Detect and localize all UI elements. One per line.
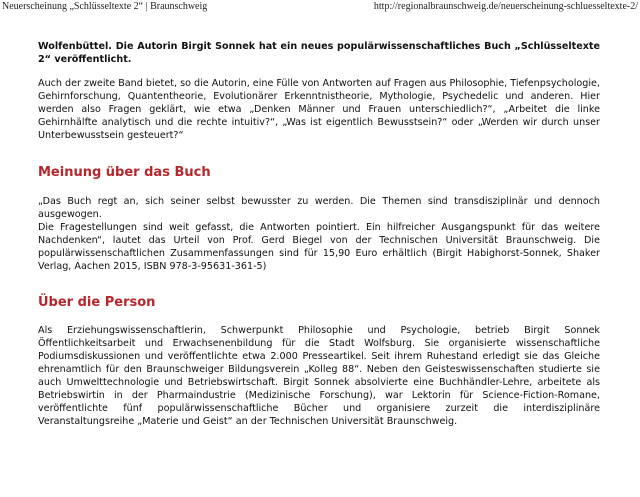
- bio-paragraph: Als Erziehungswissenschaftlerin, Schwerpunkt Philosophie und Psychologie, betrieb Birgit Sonnek Öffentlichkeitsarbeit und Erwachsenenbildung für die Stadt Wolfsburg. Sie organisierte wissenschaftliche Podiumsdiskussionen und veröffentlichte etwa 2.000 Presseartikel. Seit ihrem Ruhestand erledigt sie das Gleiche ehrenamtlich für den Braunschweiger Bildungsverein „Kolleg 88“. Neben den Geisteswissenschaften studierte sie auch Umwelttechnologie und Betriebswirtschaft. Birgit Sonnek absolvierte eine Buchhändler-Lehre, arbeitete als Betriebswirtin in der Pharmaindustrie (Medizinische Forschung), war Lektorin für Science-Fiction-Romane, veröffentlichte fünf populärwissenschaftliche Bücher und organisiere zurzeit die interdisziplinäre Veranstaltungsreihe „Materie und Geist“ an der Technischen Universität Braunschweig.: [38, 325, 600, 427]
- review-paragraph-2: Die Fragestellungen sind weit gefasst, die Antworten pointiert. Ein hilfreicher Ausgangspunkt für das weitere Nachdenken“, lautet das Urteil von Prof. Gerd Biegel von der Technischen Universität Braunschweig. Die populärwissenschaftlichen Zusammenfassungen sind für 15,90 Euro erhältlich (Birgit Habighorst-Sonnek, Shaker Verlag, Aachen 2015, ISBN 978-3-95631-361-5): [38, 222, 600, 272]
- print-header-title: Neuerscheinung „Schlüsseltexte 2“ | Braunschweig: [2, 1, 208, 12]
- review-block: [38, 195, 600, 273]
- article-intro: Auch der zweite Band bietet, so die Autorin, eine Fülle von Antworten auf Fragen aus Philosophie, Tiefenpsychologie, Gehirnforschung, Quantentheorie, Evolutionärer Erkenntnistheorie, Mythologie, Psychedelic und anderen. Hier werden also Fragen geklärt, wie etwa „Denken Männer und Frauen unterschiedlich?“, „Arbeitet die linke Gehirnhälfte analytisch und die rechte intuitiv?“, „Was ist eigentlich Bewusstsein?“ oder „Werden wir durch unser Unterbewusstsein gesteuert?“: [38, 78, 600, 141]
- print-header: [0, 0, 640, 14]
- review-paragraph-1: „Das Buch regt an, sich seiner selbst bewusster zu werden. Die Themen sind transdisziplinär und dennoch ausgewogen.: [38, 196, 600, 220]
- section-title-meinung: Meinung über das Buch: [38, 165, 211, 180]
- section-title-person: Über die Person: [38, 295, 156, 310]
- article: [38, 40, 600, 428]
- article-lead: Wolfenbüttel. Die Autorin Birgit Sonnek hat ein neues populärwissenschaftliches Buch „Schlüsseltexte 2“ veröffentlicht.: [38, 41, 600, 65]
- print-header-url: http://regionalbraunschweig.de/neuerscheinung-schluesseltexte-2/: [373, 1, 638, 12]
